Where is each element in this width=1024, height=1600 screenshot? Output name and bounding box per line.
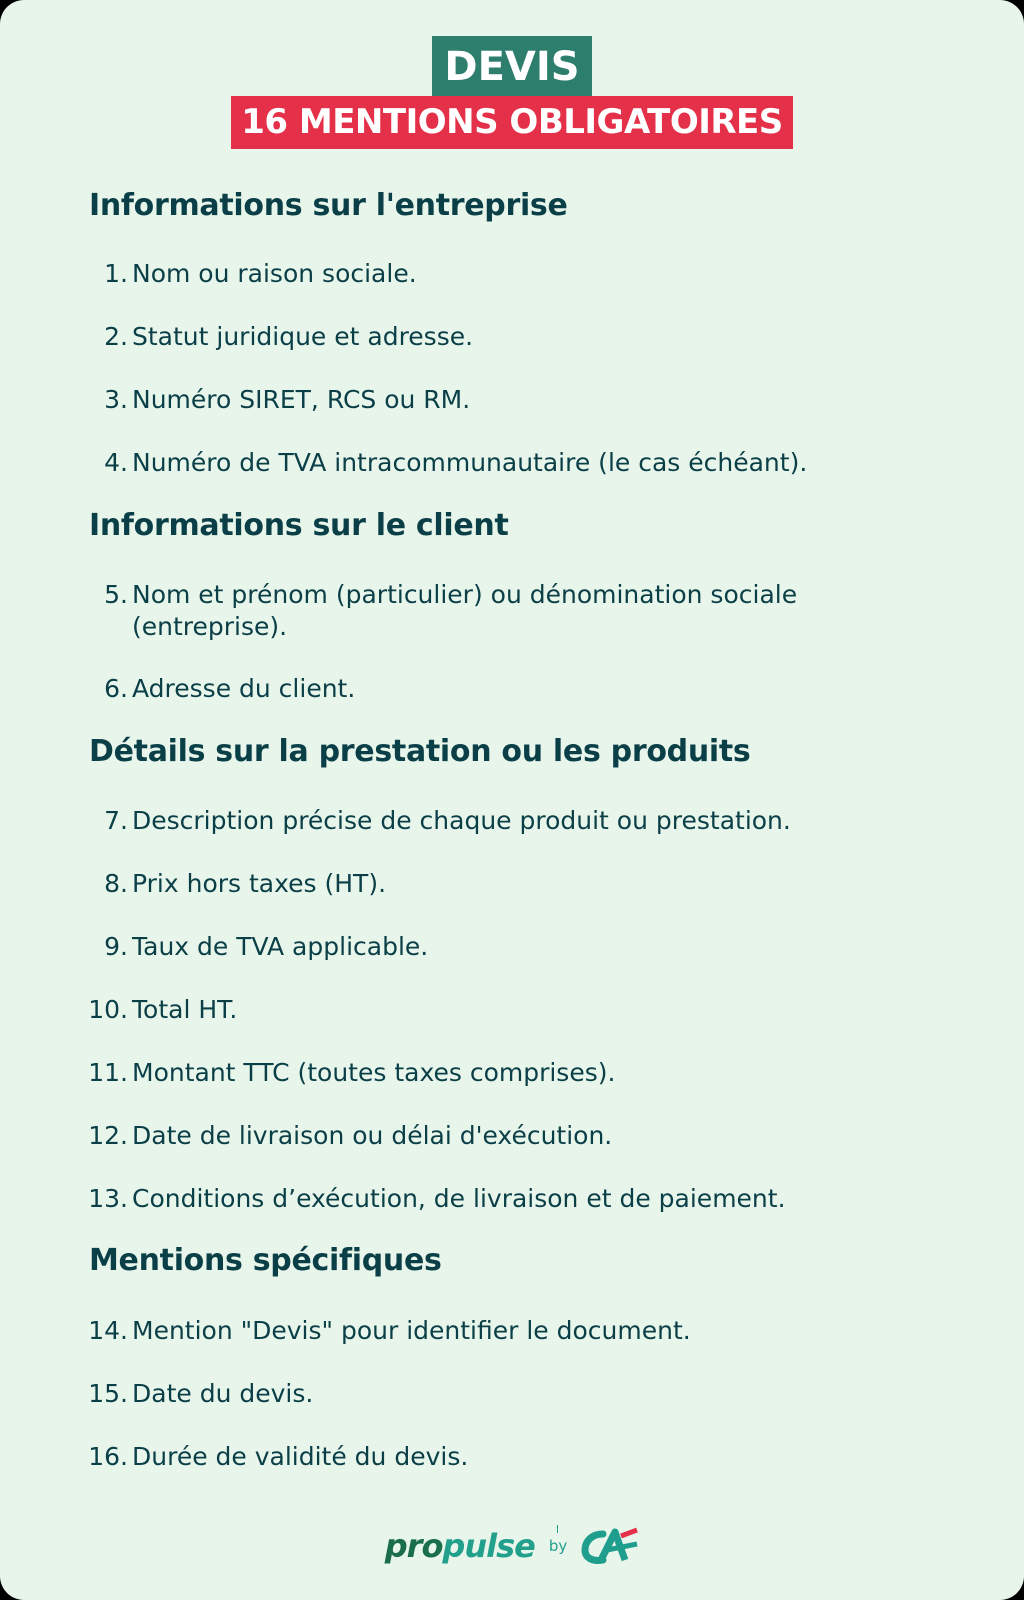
section-title-prestation: Détails sur la prestation ou les produits xyxy=(89,734,751,769)
item-text: Taux de TVA applicable. xyxy=(132,932,429,961)
item-number: 15. xyxy=(88,1379,128,1408)
item-text: Date du devis. xyxy=(132,1379,314,1408)
logo-pulse-text: pulse xyxy=(442,1527,535,1565)
item-number: 8. xyxy=(104,869,128,898)
title-devis: DEVIS xyxy=(432,36,591,96)
item-text: Prix hors taxes (HT). xyxy=(132,869,387,898)
subtitle-banner: 16 MENTIONS OBLIGATOIRES xyxy=(231,96,793,149)
item-text: Total HT. xyxy=(132,995,238,1024)
item-text: Numéro de TVA intracommunautaire (le cas échéant). xyxy=(132,448,808,477)
item-number: 16. xyxy=(88,1442,128,1471)
credit-agricole-logo-icon xyxy=(581,1526,639,1566)
item-text: Nom ou raison sociale. xyxy=(132,259,417,288)
section-title-mentions: Mentions spécifiques xyxy=(89,1243,442,1278)
item-text: Montant TTC (toutes taxes comprises). xyxy=(132,1058,616,1087)
item-number: 3. xyxy=(104,385,128,414)
logo-by-text: by xyxy=(548,1537,568,1555)
item-number: 2. xyxy=(104,322,128,351)
logo-pro-text: pro xyxy=(384,1527,443,1565)
item-number: 11. xyxy=(88,1058,128,1087)
item-number: 12. xyxy=(88,1121,128,1150)
item-text: Mention "Devis" pour identifier le document. xyxy=(132,1316,691,1345)
item-number: 7. xyxy=(104,806,128,835)
item-text: Date de livraison ou délai d'exécution. xyxy=(132,1121,613,1150)
item-text: Description précise de chaque produit ou prestation. xyxy=(132,806,791,835)
section-title-client: Informations sur le client xyxy=(89,508,509,543)
header xyxy=(0,36,1024,149)
item-number: 13. xyxy=(88,1184,128,1213)
item-text: Adresse du client. xyxy=(132,674,356,703)
propulse-logo xyxy=(385,1526,639,1566)
item-number: 9. xyxy=(104,932,128,961)
footer xyxy=(0,1526,1024,1566)
item-text: Nom et prénom (particulier) ou dénomination sociale (entreprise). xyxy=(132,580,798,641)
item-number: 4. xyxy=(104,448,128,477)
item-text: Statut juridique et adresse. xyxy=(132,322,474,351)
item-text: Numéro SIRET, RCS ou RM. xyxy=(132,385,471,414)
item-number: 10. xyxy=(88,995,128,1024)
item-number: 1. xyxy=(104,259,128,288)
item-number: 5. xyxy=(104,580,128,609)
item-number: 14. xyxy=(88,1316,128,1345)
item-number: 6. xyxy=(104,674,128,703)
item-text: Conditions d’exécution, de livraison et de paiement. xyxy=(132,1184,786,1213)
item-text: Durée de validité du devis. xyxy=(132,1442,469,1471)
section-title-entreprise: Informations sur l'entreprise xyxy=(89,188,568,223)
